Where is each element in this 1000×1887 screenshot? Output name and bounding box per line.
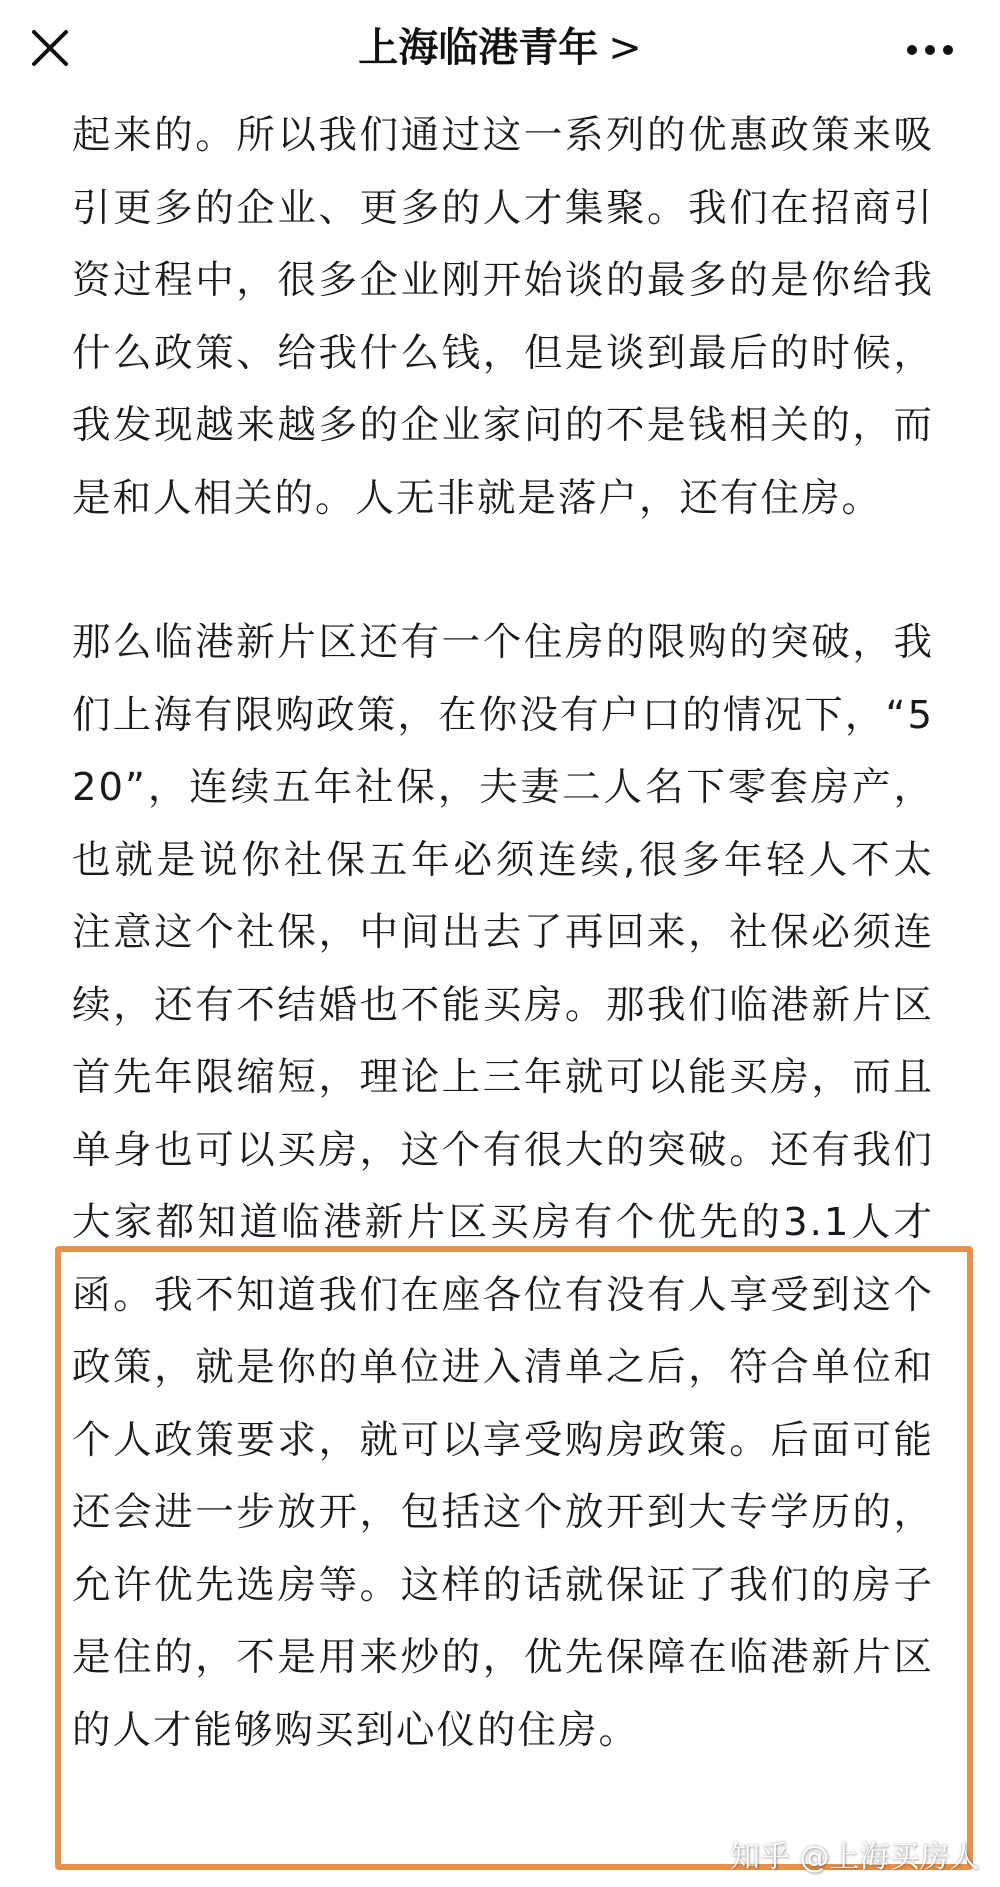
article-paragraph-1: 起来的。所以我们通过这一系列的优惠政策来吸引更多的企业、更多的人才集聚。我们在招商引资过程中，很多企业刚开始谈的最多的是你给我什么政策、给我什么钱，但是谈到最后的时候，我发现越来越多的企业家问的不是钱相关的，而是和人相关的。人无非就是落户，还有住房。 xyxy=(72,113,934,521)
article-body xyxy=(72,100,934,1767)
chevron-right-icon: > xyxy=(608,25,642,71)
watermark: 知乎 @上海买房人 xyxy=(730,1840,980,1875)
more-icon[interactable] xyxy=(904,38,956,62)
paragraph-spacer xyxy=(72,535,934,607)
top-bar xyxy=(0,0,1000,100)
account-title[interactable]: 上海临港青年 xyxy=(358,25,599,71)
article-paragraph-2: 那么临港新片区还有一个住房的限购的突破，我们上海有限购政策，在你没有户口的情况下，“520”，连续五年社保，夫妻二人名下零套房产，也就是说你社保五年必须连续,很多年轻人不太注意这个社保，中间出去了再回来，社保必须连续，还有不结婚也不能买房。那我们临港新片区首先年限缩短，理论上三年就可以能买房，而且单身也可以买房，这个有很大的突破。还有我们大家都知道临港新片区买房有个优先的3.1人才函。我不知道我们在座各位有没有人享受到这个政策，就是你的单位进入清单之后，符合单位和个人政策要求，就可以享受购房政策。后面可能还会进一步放开，包括这个放开到大专学历的，允许优先选房等。这样的话就保证了我们的房子是住的，不是用来炒的，优先保障在临港新片区的人才能够购买到心仪的住房。 xyxy=(72,620,934,1753)
account-title-link[interactable] xyxy=(0,22,1000,74)
